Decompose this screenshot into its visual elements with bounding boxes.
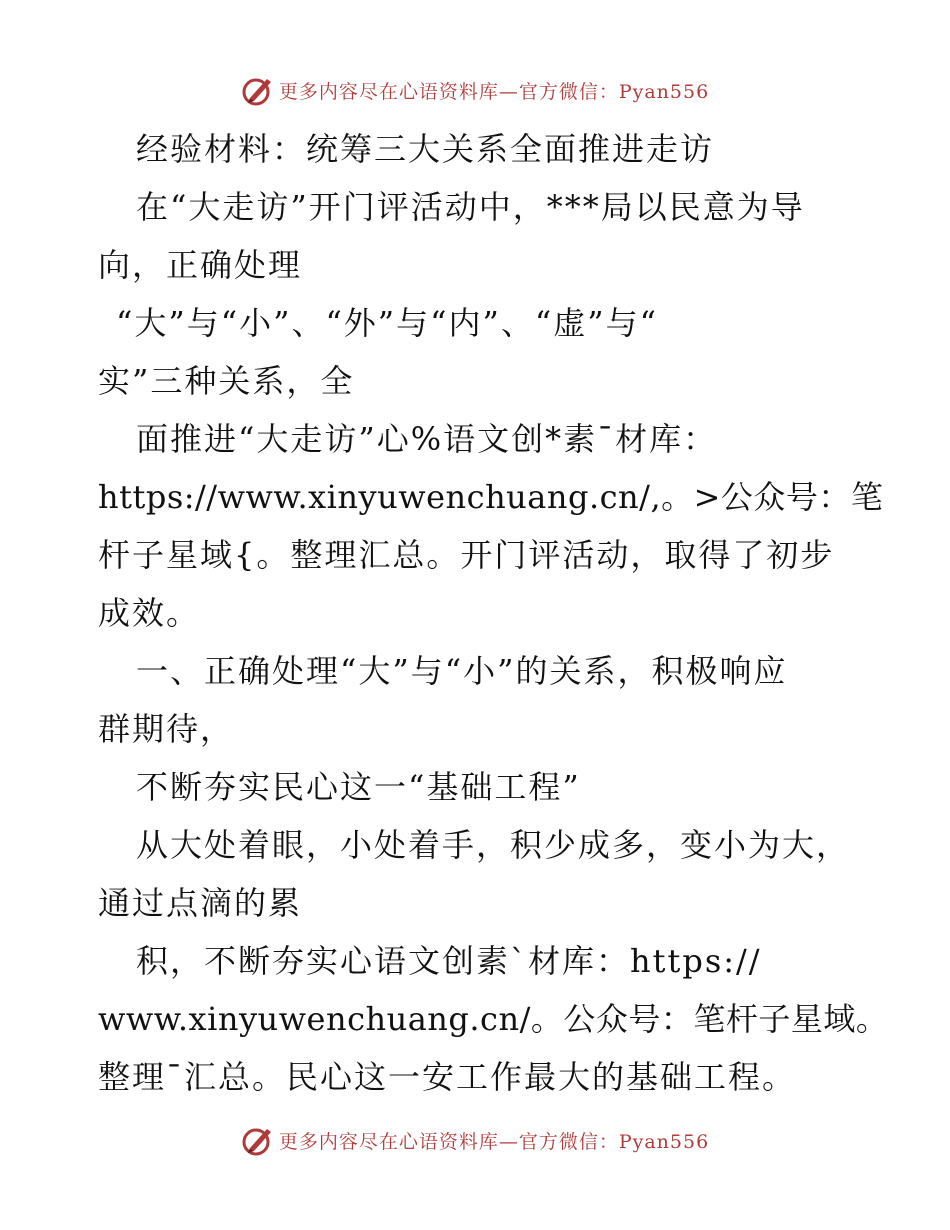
paragraph-line: “大”与“小”、“外”与“内”、“虚”与“ [116, 304, 658, 342]
section-heading-line: 群期待， [98, 710, 235, 748]
paragraph-line: 实”三种关系，全 [98, 362, 355, 400]
header-banner-text: 更多内容尽在心语资料库—官方微信：Pyan556 [278, 80, 710, 103]
paragraph-line: 成效。 [98, 594, 201, 632]
paragraph-line: 向，正确处理 [98, 246, 303, 284]
paragraph-line: 积，不断夯实心语文创素`材库：https:// [136, 942, 762, 980]
header-banner [0, 70, 950, 110]
section-heading-line: 一、正确处理“大”与“小”的关系，积极响应 [136, 652, 788, 690]
paragraph-line: www.xinyuwenchuang.cn/。公众号：笔杆子星域。 [98, 1000, 889, 1038]
footer-banner [0, 1120, 950, 1160]
pen-logo-icon [241, 73, 275, 107]
footer-banner-text: 更多内容尽在心语资料库—官方微信：Pyan556 [278, 1130, 710, 1153]
paragraph-line: 通过点滴的累 [98, 884, 303, 922]
paragraph-line: 整理¯汇总。民心这一安工作最大的基础工程。 [98, 1058, 797, 1096]
paragraph-line: https://www.xinyuwenchuang.cn/,。>公众号：笔 [98, 478, 884, 516]
section-heading-line: 不断夯实民心这一“基础工程” [136, 768, 581, 806]
paragraph-line: 从大处着眼，小处着手，积少成多，变小为大， [136, 826, 851, 864]
paragraph-line: 在“大走访”开门评活动中，***局以民意为导 [136, 188, 805, 226]
document-title: 经验材料：统筹三大关系全面推进走访 [136, 130, 715, 168]
pen-logo-icon [241, 1123, 275, 1157]
paragraph-line: 面推进“大走访”心%语文创*素¯材库： [136, 420, 718, 458]
document-body [98, 120, 889, 1106]
paragraph-line: 杆子星域{。整理汇总。开门评活动，取得了初步 [98, 536, 835, 574]
